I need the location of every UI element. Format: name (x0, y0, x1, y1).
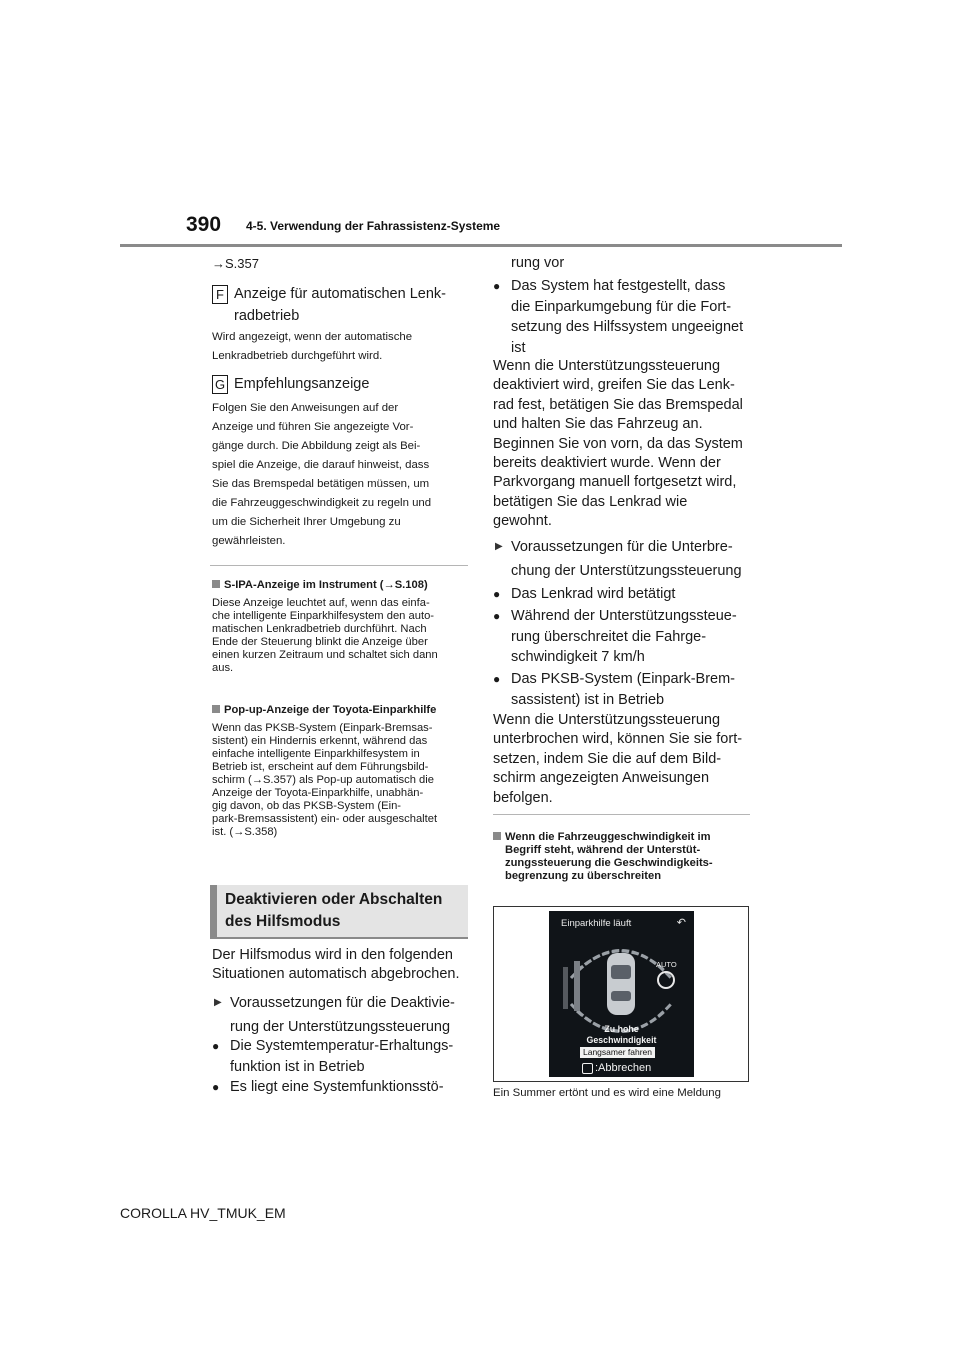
interruption-paragraph: Wenn die Unterstützungssteuerung unterbrochen wird, können Sie sie fort- setzen, indem Sie die auf dem Bild- schirm angezeigten Anweisungen befolgen. (493, 712, 743, 806)
note-title-speed-limit: Wenn die Fahrzeuggeschwindigkeit im Begriff steht, während der Unterstüt- zungssteuerung die Geschwindigkeits- begrenzung zu überschreiten (493, 831, 713, 883)
warning-message: Zu hohe Geschwindigkeit (586, 1024, 657, 1045)
section-heading: Deaktivieren oder Abschalten des Hilfsmodus (210, 885, 468, 939)
bullet-environment: ● Das System hat festgestellt, dass die Einparkumgebung für die Fort- setzung des Hilfssystem ungeeignet ist (493, 278, 744, 356)
key-f: F (212, 285, 228, 304)
note-title-sipa: S-IPA-Anzeige im Instrument (→S.108) (212, 579, 428, 592)
bullet-dot-icon: ● (212, 1080, 220, 1094)
arrow-item-deactivation: ▶ Voraussetzungen für die Deaktivie- rung der Unterstützungssteuerung (212, 991, 455, 1039)
square-bullet-icon (212, 580, 220, 588)
item-f-title: Anzeige für automatischen Lenk- radbetrieb (234, 286, 446, 324)
back-arrow-icon: ↶ (676, 917, 686, 929)
square-bullet-icon (212, 705, 220, 713)
page-number: 390 (186, 213, 222, 236)
note-body-sipa: Diese Anzeige leuchtet auf, wenn das einfa- che intelligente Einparkhilfesystem den auto- matischen Lenkradbetrieb durchführt. Nach Ende der Steuerung blinkt die Anzeige über einen kurzen Zeitraum und schaltet sich dann aus. (212, 597, 438, 674)
note-divider (493, 814, 750, 815)
bullet-temperature: ● Die Systemtemperatur-Erhaltungs- funktion ist in Betrieb (212, 1038, 454, 1075)
item-g-description: Folgen Sie den Anweisungen auf der Anzeige und führen Sie angezeigte Vor- gänge durch. Die Abbildung zeigt als Bei- spiel die Anzeige, die darauf hinweist, dass Sie das Bremspedal betätigen müssen, um die Fahrzeuggeschwindigkeit zu regeln und um die Sicherheit Ihrer Umgebung zu gewährleisten. (212, 402, 432, 547)
cancel-label: :Abbrechen (595, 1062, 652, 1074)
header-divider (120, 244, 842, 247)
note-divider (210, 565, 468, 566)
bullet-dot-icon: ● (493, 279, 501, 293)
bullet-dot-icon: ● (212, 1039, 220, 1053)
bullet-dot-icon: ● (493, 672, 501, 686)
auto-label: AUTO (656, 960, 677, 969)
footer-model: COROLLA HV_TMUK_EM (120, 1205, 286, 1221)
triangle-right-icon: ▶ (214, 997, 222, 1008)
steering-wheel-icon (657, 971, 675, 989)
key-g: G (212, 375, 228, 394)
item-f-description: Wird angezeigt, wenn der automatische Lenkradbetrieb durchgeführt wird. (212, 331, 413, 362)
square-bullet-icon (493, 832, 501, 840)
item-f (212, 283, 446, 327)
note-title-popup: Pop-up-Anzeige der Toyota-Einparkhilfe (212, 704, 436, 717)
item-g (212, 373, 369, 395)
bullet-dot-icon: ● (493, 609, 501, 623)
slow-down-label: Langsamer fahren (580, 1047, 655, 1058)
intro-paragraph: Der Hilfsmodus wird in den folgenden Situationen automatisch abgebrochen. (212, 947, 460, 983)
figure-frame (493, 906, 749, 1082)
bullet-steering: ● Das Lenkrad wird betätigt (493, 584, 675, 605)
arrow-item-interruption: ▶ Voraussetzungen für die Unterbre- chung der Unterstützungssteuerung (493, 535, 742, 583)
parking-assist-screen (549, 911, 694, 1077)
continued-text: rung vor (511, 255, 565, 271)
figure-caption: Ein Summer ertönt und es wird eine Meldung (493, 1087, 721, 1099)
bullet-malfunction: ● Es liegt eine Systemfunktionsstö- (212, 1077, 444, 1098)
deactivation-paragraph: Wenn die Unterstützungssteuerung deaktiviert wird, greifen Sie das Lenk- rad fest, betätigen Sie das Bremspedal und halten Sie das Fahrzeug an. Beginnen Sie von vorn, da das System bereits deaktiviert wurde. Wenn der Parkvorgang manuell fortgesetzt wird, betätigen Sie das Lenkrad wie gewohnt. (493, 358, 743, 530)
bullet-dot-icon: ● (493, 587, 501, 601)
bullet-speed: ● Während der Unterstützungssteue- rung überschreitet die Fahrge- schwindigkeit 7 km/h (493, 608, 737, 665)
reference-link: →S.357 (212, 256, 259, 271)
screen-title: Einparkhilfe läuft (561, 918, 632, 929)
triangle-right-icon: ▶ (495, 541, 503, 552)
section-title: 4-5. Verwendung der Fahrassistenz-Systeme (246, 219, 501, 233)
item-g-title: Empfehlungsanzeige (234, 376, 370, 392)
note-body-popup: Wenn das PKSB-System (Einpark-Bremsas- sistent) ein Hindernis erkennt, während das einfache intelligente Einparkhilfesystem in Betrieb ist, erscheint auf dem Führungsbild- schirm (→S.357) als Pop-up automatisch die Anzeige der Toyota-Einparkhilfe, unabhän- gig davon, ob das PKSB-System (Ein- park-Bremsassistent) ein- oder ausgeschaltet ist. (→S.358) (212, 722, 438, 838)
bullet-pksb: ● Das PKSB-System (Einpark-Brem- sassistent) ist in Betrieb (493, 671, 735, 708)
cancel-button-icon (582, 1063, 593, 1074)
